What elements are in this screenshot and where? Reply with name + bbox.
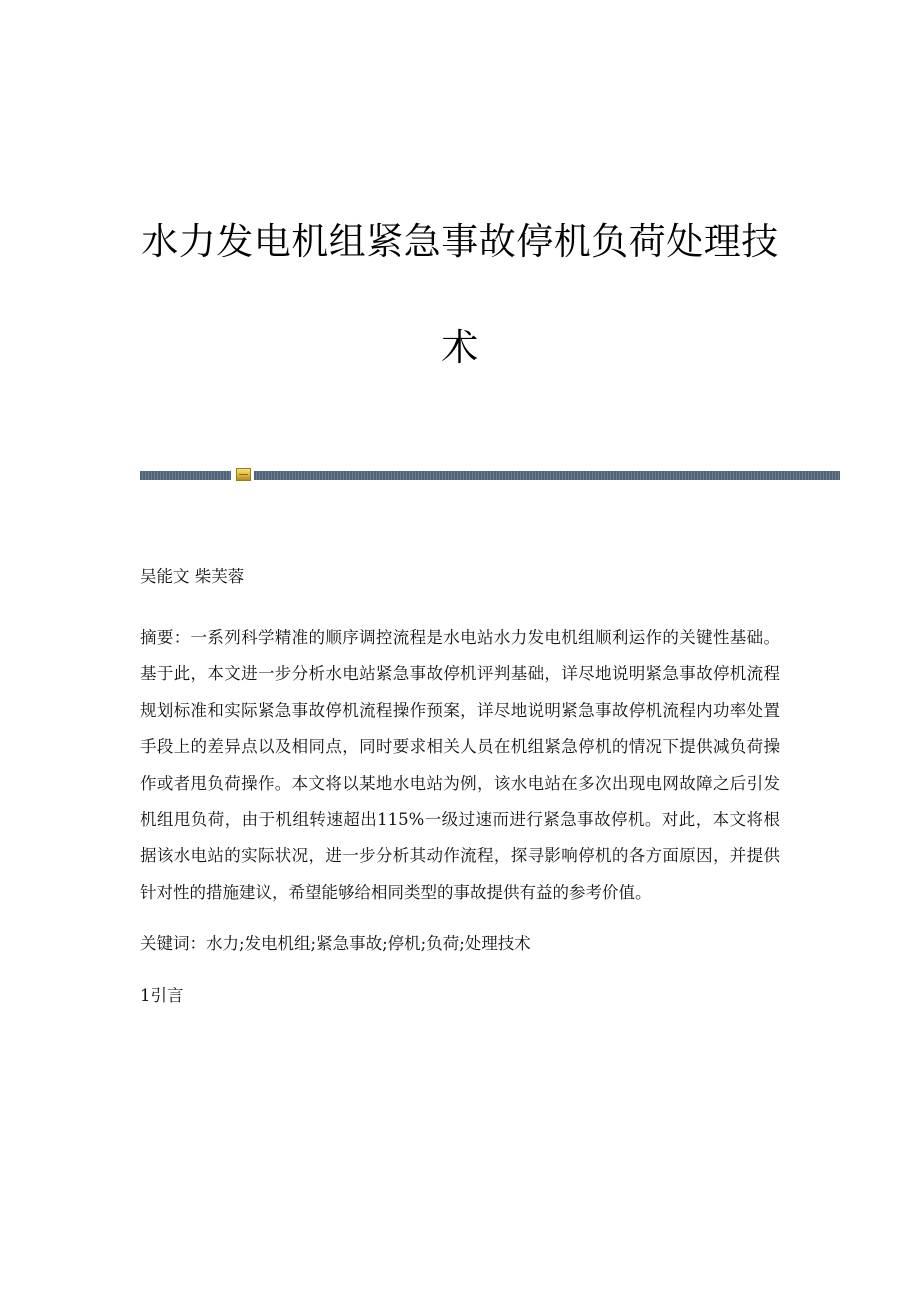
divider-bar-right [254, 471, 840, 480]
document-body [140, 620, 780, 1011]
document-emblem-icon [236, 468, 251, 481]
title-divider [140, 471, 840, 480]
authors: 吴能文 柴芙蓉 [140, 567, 245, 586]
keywords-line: 关键词：水力;发电机组;紧急事故;停机;负荷;处理技术 [140, 934, 531, 954]
title-line-1: 水力发电机组紧急事故停机负荷处理技 [141, 220, 779, 263]
divider-bar-left [140, 471, 231, 480]
abstract-paragraph: 摘要：一系列科学精准的顺序调控流程是水电站水力发电机组顺利运作的关键性基础。基于此，本文进一步分析水电站紧急事故停机评判基础，详尽地说明紧急事故停机流程规划标准和实际紧急事故停机流程操作预案，详尽地说明紧急事故停机流程内功率处置手段上的差异点以及相同点，同时要求相关人员在机组紧急停机的情况下提供减负荷操作或者甩负荷操作。本文将以某地水电站为例，该水电站在多次出现电网故障之后引发机组甩负荷，由于机组转速超出115%一级过速而进行紧急事故停机。对此，本文将根据该水电站的实际状况，进一步分析其动作流程，探寻影响停机的各方面原因，并提供针对性的措施建议，希望能够给相同类型的事故提供有益的参考价值。 [140, 628, 780, 902]
title-line-2: 术 [441, 326, 479, 369]
document-title [0, 212, 920, 378]
section-heading-introduction: 1引言 [140, 986, 184, 1006]
